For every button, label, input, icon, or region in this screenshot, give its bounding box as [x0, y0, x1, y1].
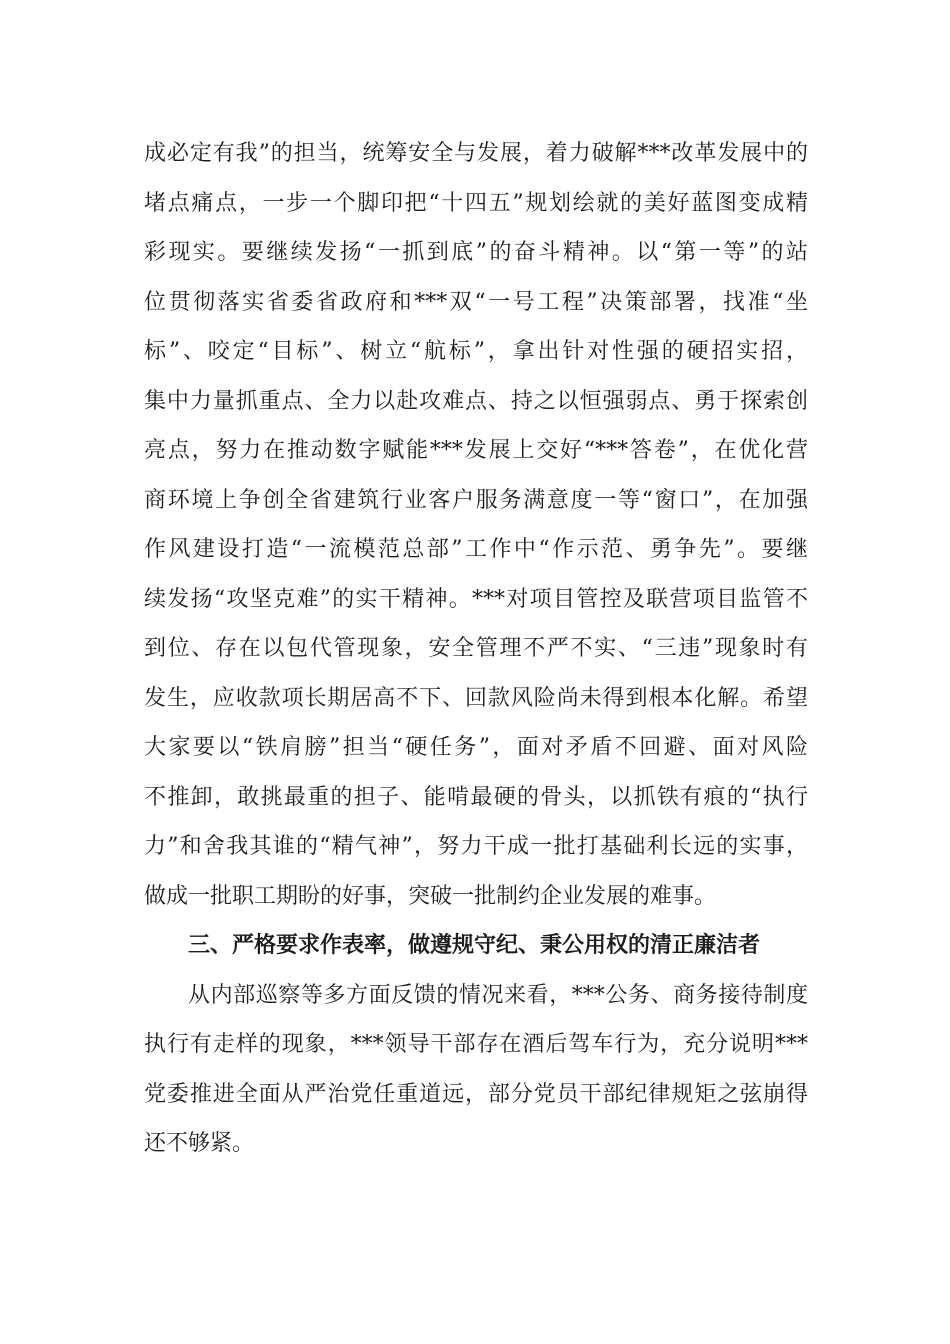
- paragraph-line: 堵点痛点，一步一个脚印把“十四五”规划绘就的美好蓝图变成精: [144, 190, 808, 216]
- paragraph-line: 续发扬“攻坚克难”的实干精神。***对项目管控及联营项目监管不: [144, 586, 808, 612]
- paragraph-line: 标”、咬定“目标”、树立“航标”，拿出针对性强的硬招实招，: [144, 339, 808, 364]
- document-body: [144, 129, 808, 1169]
- paragraph-line: 位贯彻落实省委省政府和***双“一号工程”决策部署，找准“坐: [144, 289, 808, 315]
- paragraph-line: 亮点，努力在推动数字赋能***发展上交好“***答卷”，在优化营: [144, 438, 808, 463]
- paragraph-line: 从内部巡察等多方面反馈的情况来看，***公务、商务接待制度: [188, 982, 808, 1008]
- paragraph-line: 执行有走样的现象，***领导干部存在酒后驾车行为，充分说明***: [144, 1032, 808, 1057]
- paragraph-line: 党委推进全面从严治党任重道远，部分党员干部纪律规矩之弦崩得: [144, 1081, 808, 1107]
- paragraph-line: 成必定有我”的担当，统筹安全与发展，着力破解***改革发展中的: [144, 141, 808, 166]
- section-heading: 三、严格要求作表率，做遵规守纪、秉公用权的清正廉洁者: [188, 932, 761, 958]
- paragraph-line: 到位、存在以包代管现象，安全管理不严不实、“三违”现象时有: [144, 636, 808, 661]
- paragraph-discipline: [144, 971, 808, 1169]
- paragraph-line: 发生，应收款项长期居高不下、回款风险尚未得到根本化解。希望: [144, 685, 808, 711]
- paragraph-line: 彩现实。要继续发扬“一抓到底”的奋斗精神。以“第一等”的站: [144, 240, 808, 265]
- paragraph-line: 还不够紧。: [144, 1131, 255, 1156]
- paragraph-line: 不推卸，敢挑最重的担子、能啃最硬的骨头，以抓铁有痕的“执行: [144, 784, 808, 810]
- paragraph-line: 商环境上争创全省建筑行业客户服务满意度一等“窗口”，在加强: [144, 487, 808, 513]
- paragraph-line: 大家要以“铁肩膀”担当“硬任务”，面对矛盾不回避、面对风险: [144, 735, 808, 760]
- paragraph-line: 力”和舍我其谁的“精气神”，努力干成一批打基础利长远的实事，: [144, 834, 808, 859]
- paragraph-line: 作风建设打造“一流模范总部”工作中“作示范、勇争先”。要继: [144, 537, 808, 562]
- paragraph-line: 集中力量抓重点、全力以赴攻难点、持之以恒强弱点、勇于探索创: [144, 388, 808, 414]
- paragraph-line: 做成一批职工期盼的好事，突破一批制约企业发展的难事。: [144, 883, 717, 909]
- paragraph-commitment: [144, 129, 808, 921]
